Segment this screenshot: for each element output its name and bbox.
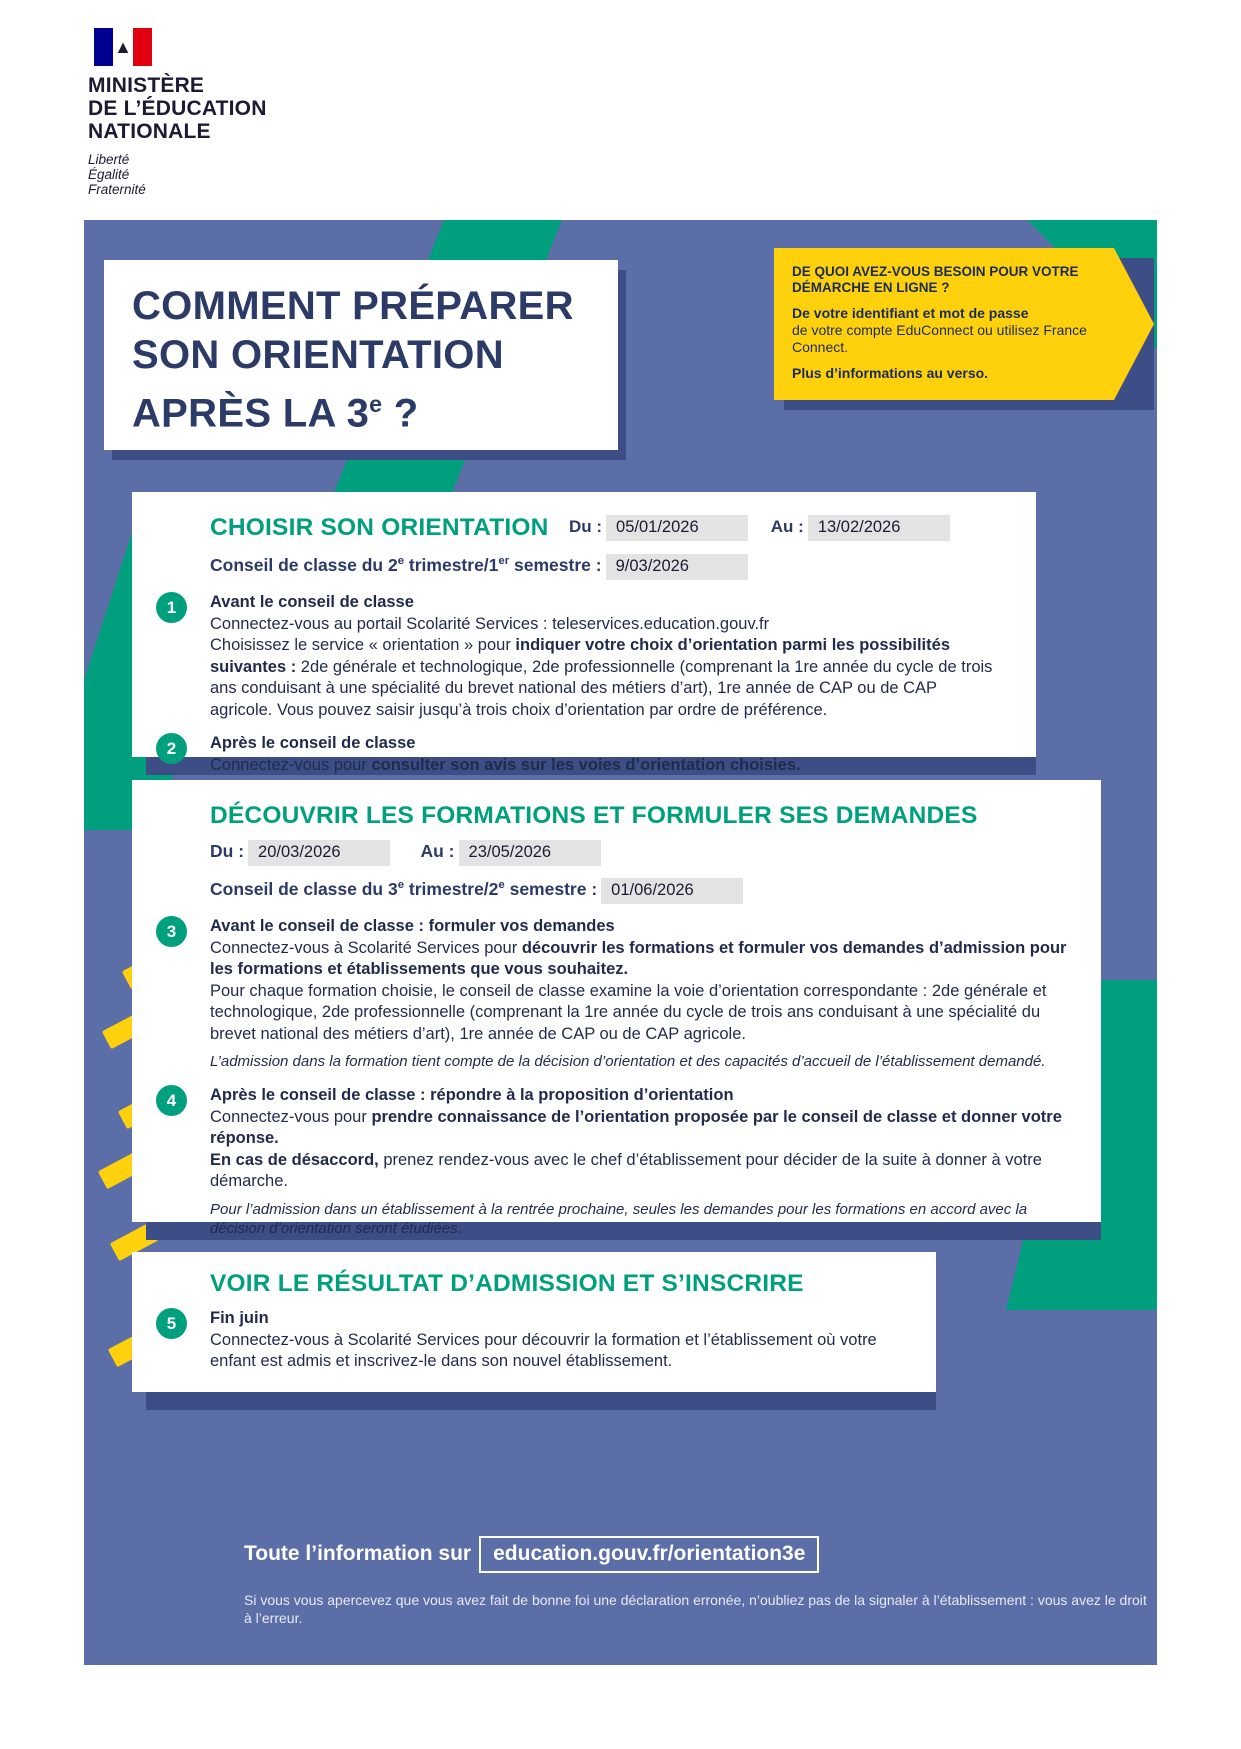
section3-title: VOIR LE RÉSULTAT D’ADMISSION ET S’INSCRIRE	[210, 1270, 804, 1297]
step-5-text-1: Connectez-vous à Scolarité Services pour découvrir la formation et l’établissement où votre enfant est admis et inscrivez-le dans son nouvel établissement.	[210, 1330, 877, 1370]
step-3-text-2: Pour chaque formation choisie, le conseil de classe examine la voie d’orientation correspondante : 2de générale et technologique, 2de professionnelle (comprenant la 1re année du cycle de trois ans conduisant à une spécialité du brevet national des métiers d’art), 1re année de CAP ou de CAP agricole.	[210, 981, 1047, 1043]
step-4-text-1: Connectez-vous pour prendre connaissance de l’orientation proposée par le conseil de classe et donner votre réponse.	[210, 1107, 1062, 1147]
footer-url[interactable]: education.gouv.fr/orientation3e	[479, 1536, 819, 1573]
step-1-text-1: Connectez-vous au portail Scolarité Services : teleservices.education.gouv.fr	[210, 614, 770, 633]
section2-au-label: Au :	[420, 841, 455, 861]
ministry-logo	[88, 28, 348, 197]
section1-title: CHOISIR SON ORIENTATION	[210, 514, 549, 541]
section1-du-value: 05/01/2026	[606, 515, 748, 541]
callout-more-info: Plus d’informations au verso.	[792, 365, 989, 381]
section-decouvrir-les-formations	[132, 780, 1101, 1237]
marianne-icon: ▲	[114, 37, 132, 57]
section-voir-le-resultat	[132, 1252, 936, 1392]
callout-answer: De votre identifiant et mot de passe de votre compte EduConnect ou utilisez France Connect.	[792, 305, 1087, 355]
step-1-text-2: Choisissez le service « orientation » pour indiquer votre choix d’orientation parmi les possibilités suivantes : 2de générale et technologique, 2de professionnelle (comprenant la 1re année du cycle de trois ans conduisant à une spécialité du brevet national des métiers d’art), 1re année de CAP ou de CAP agricole. Vous pouvez saisir jusqu’à trois choix d’orientation par ordre de préférence.	[210, 636, 993, 719]
step-1	[166, 592, 1002, 721]
step-2-text-1: Connectez-vous pour consulter son avis sur les voies d’orientation choisies.	[210, 755, 801, 774]
step-4-number: 4	[156, 1085, 187, 1116]
step-4-title: Après le conseil de classe : répondre à la proposition d’orientation	[210, 1086, 734, 1104]
french-flag-icon	[94, 28, 152, 66]
section2-au-value: 23/05/2026	[459, 840, 601, 866]
section1-du-label: Du :	[569, 517, 603, 536]
section1-au-label: Au :	[770, 517, 804, 536]
step-3-title: Avant le conseil de classe : formuler vos demandes	[210, 917, 615, 935]
step-4	[166, 1085, 1067, 1238]
step-3-text-1: Connectez-vous à Scolarité Services pour découvrir les formations et formuler vos demandes d’admission pour les formations et établissements que vous souhaitez.	[210, 938, 1067, 978]
step-2-title: Après le conseil de classe	[210, 734, 416, 752]
poster-body	[84, 220, 1157, 1665]
step-2-number: 2	[156, 733, 187, 764]
step-4-text-2: En cas de désaccord, prenez rendez-vous avec le chef d’établissement pour décider de la suite à donner à votre démarche.	[210, 1150, 1042, 1190]
section1-dates	[569, 515, 950, 541]
section1-au-value: 13/02/2026	[808, 515, 950, 541]
callout-question: DE QUOI AVEZ-VOUS BESOIN POUR VOTRE DÉMARCHE EN LIGNE ?	[792, 264, 1079, 295]
section2-conseil-line: Conseil de classe du 3e trimestre/2e semestre : 01/06/2026	[210, 878, 1067, 904]
section1-conseil-value: 9/03/2026	[606, 554, 748, 580]
section2-conseil-value: 01/06/2026	[601, 878, 743, 904]
step-5-title: Fin juin	[210, 1309, 269, 1327]
step-3-note: L’admission dans la formation tient compte de la décision d’orientation et des capacités d’accueil de l’établissement demandé.	[210, 1053, 1046, 1070]
step-2	[166, 733, 1002, 776]
section1-conseil-line: Conseil de classe du 2e trimestre/1er semestre : 9/03/2026	[210, 554, 1002, 580]
step-5-number: 5	[156, 1308, 187, 1339]
step-1-title: Avant le conseil de classe	[210, 593, 414, 611]
section2-du-value: 20/03/2026	[248, 840, 390, 866]
footer-note: Si vous vous apercevez que vous avez fait de bonne foi une déclaration erronée, n’oubliez pas de la signaler à l’établissement : vous avez le droit à l’erreur.	[244, 1592, 1147, 1626]
poster-title-card	[104, 260, 618, 450]
step-1-number: 1	[156, 592, 187, 623]
page-title: COMMENT PRÉPARER SON ORIENTATION APRÈS LA 3e ?	[132, 284, 574, 436]
section2-du-label: Du :	[210, 841, 245, 861]
ministry-name: MINISTÈRE DE L’ÉDUCATION NATIONALE	[88, 74, 267, 143]
callout-banner	[774, 248, 1157, 400]
callout-arrow-icon	[1114, 248, 1154, 400]
section-choisir-son-orientation	[132, 492, 1036, 774]
section2-dates	[210, 840, 1067, 866]
step-3-number: 3	[156, 916, 187, 947]
section2-title: DÉCOUVRIR LES FORMATIONS ET FORMULER SES DEMANDES	[210, 802, 978, 829]
footer-info	[244, 1536, 819, 1573]
republic-motto: Liberté Égalité Fraternité	[88, 152, 146, 197]
step-3	[166, 916, 1067, 1071]
step-5	[166, 1308, 902, 1373]
footer-label: Toute l’information sur	[244, 1542, 472, 1565]
step-4-note: Pour l’admission dans un établissement à la rentrée prochaine, seules les demandes pour les formations en accord avec la décision d’orientation seront étudiées.	[210, 1200, 1028, 1237]
